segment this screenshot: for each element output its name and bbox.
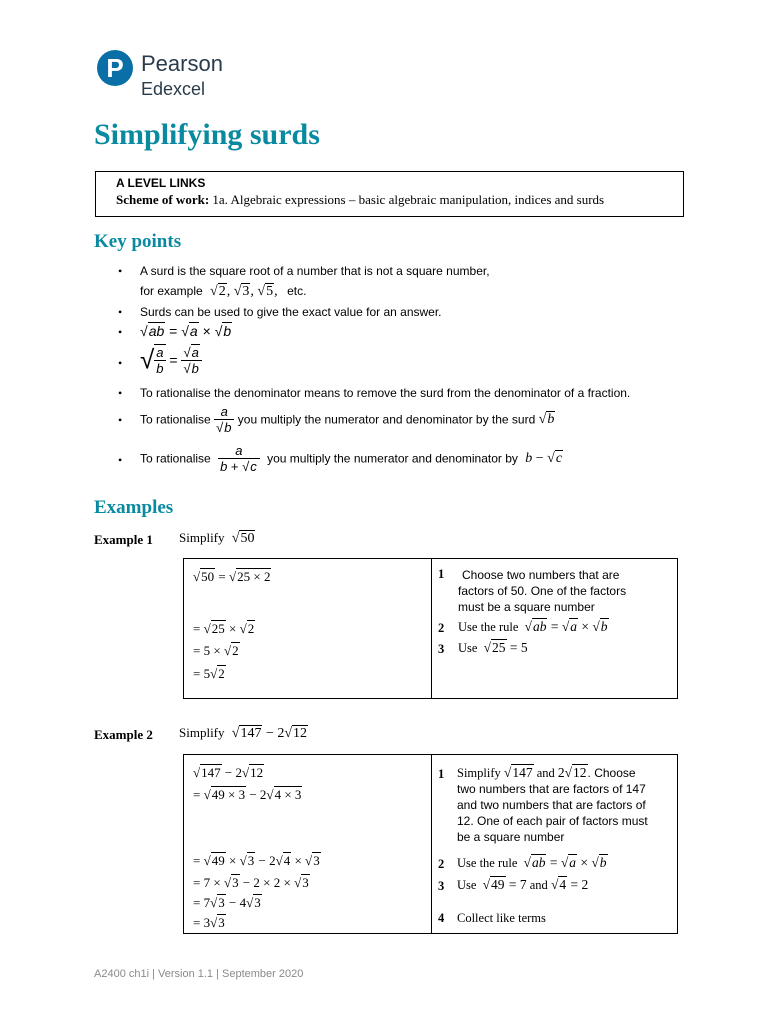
pearson-logo-icon: P (97, 50, 133, 86)
scheme-text: 1a. Algebraic expressions – basic algebraic manipulation, indices and surds (212, 192, 605, 207)
ex1-step-3-text: Use √25 = 5 (458, 640, 528, 655)
scheme-of-work (116, 192, 604, 208)
ex1-work-line-4: = 5√2 (193, 666, 225, 681)
ex2-work-line-5: = 7√3 − 4√3 (193, 895, 261, 910)
ex1-step-1-number: 1 (438, 567, 445, 581)
ex2-step-1-number: 1 (438, 767, 445, 781)
example-2-prompt: Simplify √147 − 2√12 (179, 725, 308, 741)
ex1-work-line-3: = 5 × √2 (193, 643, 239, 658)
ex2-work-line-1: √147 − 2√12 (193, 765, 264, 780)
kp-rationalise-binomial: To rationalise $\frac{a}{b + √c}$ you multiply the numerator and denominator by b − √c (140, 443, 563, 474)
ex2-step-4-number: 4 (438, 911, 445, 925)
kp-surd-definition: A surd is the square root of a number that is not a square number, (140, 264, 490, 278)
scheme-label: Scheme of work: (116, 192, 210, 207)
brand-subname: Edexcel (141, 79, 206, 99)
bullet-icon: • (118, 413, 123, 427)
ex2-work-line-2: = √49 × 3 − 2√4 × 3 (193, 787, 302, 802)
bullet-icon: • (118, 305, 123, 319)
kp-quotient-rule: √ $\frac{a}{b}$ = $\frac{√a}{√b}$ (140, 344, 202, 376)
ex2-step-4-text: Collect like terms (457, 911, 546, 925)
ex2-step-3-number: 3 (438, 879, 445, 893)
bullet-icon: • (118, 264, 123, 278)
ex2-work-line-4: = 7 × √3 − 2 × 2 × √3 (193, 875, 309, 890)
page-title: Simplifying surds (94, 118, 320, 151)
kp-rationalise-definition: To rationalise the denominator means to remove the surd from the denominator of a fraction. (140, 386, 631, 400)
ex1-work-line-1: √50 = √25 × 2 (193, 569, 271, 584)
ex2-work-line-6: = 3√3 (193, 915, 225, 930)
ex1-work-line-2: = √25 × √2 (193, 621, 255, 636)
brand-name: Pearson (141, 51, 223, 76)
example-2-label: Example 2 (94, 727, 153, 742)
ex2-step-1-text: Simplify √147 and 2√12. Choose two numbers that are factors of 147 and two numbers that are factors of 12. One of each pair of factors must be a square number (457, 765, 648, 844)
example-1-prompt: Simplify √50 (179, 530, 255, 546)
key-points-heading: Key points (94, 231, 182, 252)
ex1-step-2-text: Use the rule √ab = √a × √b (458, 619, 608, 634)
bullet-icon: • (118, 453, 123, 467)
kp-exact-value: Surds can be used to give the exact value for an answer. (140, 305, 442, 319)
kp-surd-examples: for example √2, √3, √5, etc. (140, 284, 307, 299)
ex1-step-1-text: Choose two numbers that are factors of 50. One of the factors must be a square number (458, 568, 627, 614)
kp-rationalise-surd: To rationalise $\frac{a}{√b}$ you multiply the numerator and denominator by the surd √b (140, 404, 555, 435)
examples-heading: Examples (94, 497, 174, 518)
ex1-step-2-number: 2 (438, 621, 445, 635)
page-footer: A2400 ch1i | Version 1.1 | September 2020 (94, 968, 304, 980)
example-1-label: Example 1 (94, 532, 153, 547)
ex2-work-line-3: = √49 × √3 − 2√4 × √3 (193, 853, 320, 868)
ex2-step-2-number: 2 (438, 857, 445, 871)
ex2-step-2-text: Use the rule √ab = √a × √b (457, 855, 607, 870)
bullet-icon: • (118, 325, 123, 339)
kp-product-rule: √ab = √a × √b (140, 323, 232, 339)
links-heading: A LEVEL LINKS (116, 176, 206, 190)
bullet-icon: • (118, 356, 123, 370)
ex1-step-3-number: 3 (438, 642, 445, 656)
ex2-step-3-text: Use √49 = 7 and √4 = 2 (457, 877, 589, 892)
bullet-icon: • (118, 386, 123, 400)
